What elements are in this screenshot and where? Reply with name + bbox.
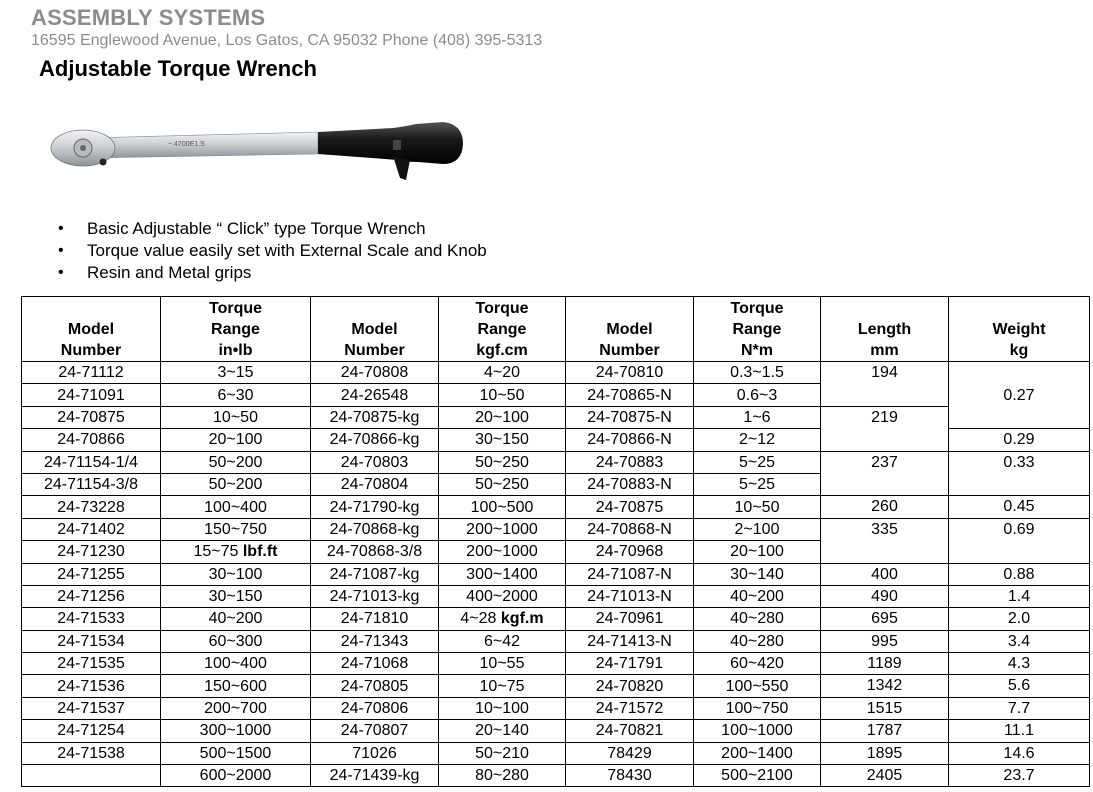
model-number-kgfcm: 24-70805 <box>311 675 439 697</box>
model-number-inlb: 24-71255 <box>22 563 161 585</box>
model-number-kgfcm: 24-70866-kg <box>311 429 439 451</box>
model-number-inlb: 24-71254 <box>22 720 161 742</box>
torque-range-inlb: 150~750 <box>161 518 311 540</box>
header-torque-range-inlb: Torque Range in•lb <box>161 297 311 362</box>
model-number-kgfcm: 24-71810 <box>311 608 439 630</box>
torque-range-kgfcm: 100~500 <box>439 496 566 518</box>
weight-cell: 1.4 <box>949 585 1090 607</box>
torque-wrench-photo <box>48 116 468 196</box>
torque-range-inlb: 50~200 <box>161 451 311 473</box>
model-number-nm: 24-71087-N <box>566 563 694 585</box>
table-header-row <box>22 297 1090 362</box>
table-row <box>22 675 1090 697</box>
torque-range-kgfcm: 4~28 kgf.m <box>439 608 566 630</box>
torque-range-inlb: 600~2000 <box>161 765 311 787</box>
model-number-kgfcm: 24-71068 <box>311 653 439 675</box>
model-number-kgfcm: 24-71790-kg <box>311 496 439 518</box>
length-cell: 219 <box>821 406 949 451</box>
torque-range-nm: 20~100 <box>694 541 821 563</box>
model-number-nm: 24-70866-N <box>566 429 694 451</box>
model-number-kgfcm: 24-70806 <box>311 697 439 719</box>
model-number-nm: 24-71413-N <box>566 630 694 652</box>
unit-label: kgf.m <box>500 610 544 628</box>
weight-cell: 7.7 <box>949 697 1090 719</box>
model-number-kgfcm: 71026 <box>311 742 439 764</box>
torque-range-nm: 60~420 <box>694 653 821 675</box>
torque-range-nm: 100~1000 <box>694 720 821 742</box>
weight-cell: 23.7 <box>949 765 1090 787</box>
specs-table <box>21 296 1090 787</box>
weight-cell: 0.27 <box>949 362 1090 429</box>
model-number-inlb: 24-71402 <box>22 518 161 540</box>
table-row <box>22 742 1090 764</box>
torque-range-kgfcm: 20~140 <box>439 720 566 742</box>
page-title: Adjustable Torque Wrench <box>39 56 317 81</box>
torque-range-kgfcm: 10~55 <box>439 653 566 675</box>
model-number-inlb: 24-71230 <box>22 541 161 563</box>
torque-range-nm: 100~750 <box>694 697 821 719</box>
model-number-nm: 24-70865-N <box>566 384 694 406</box>
model-number-kgfcm: 24-71343 <box>311 630 439 652</box>
torque-range-inlb: 20~100 <box>161 429 311 451</box>
weight-cell: 0.33 <box>949 451 1090 496</box>
table-row <box>22 563 1090 585</box>
model-number-nm: 24-71013-N <box>566 585 694 607</box>
unit-label: lbf.ft <box>242 543 278 561</box>
length-cell: 1189 <box>821 653 949 675</box>
length-cell: 1895 <box>821 742 949 764</box>
weight-cell: 3.4 <box>949 630 1090 652</box>
torque-range-nm: 2~100 <box>694 518 821 540</box>
torque-range-nm: 5~25 <box>694 451 821 473</box>
torque-range-kgfcm: 80~280 <box>439 765 566 787</box>
table-row <box>22 406 1090 428</box>
model-number-nm: 24-70820 <box>566 675 694 697</box>
table-row <box>22 585 1090 607</box>
torque-range-inlb: 500~1500 <box>161 742 311 764</box>
torque-range-kgfcm: 400~2000 <box>439 585 566 607</box>
length-cell: 995 <box>821 630 949 652</box>
torque-range-kgfcm: 50~250 <box>439 473 566 495</box>
torque-range-nm: 40~280 <box>694 608 821 630</box>
model-number-kgfcm: 24-70868-kg <box>311 518 439 540</box>
weight-cell: 0.45 <box>949 496 1090 518</box>
torque-range-nm: 100~550 <box>694 675 821 697</box>
feature-item: • Basic Adjustable “ Click” type Torque Wrench <box>58 218 487 240</box>
torque-range-inlb: 50~200 <box>161 473 311 495</box>
torque-range-nm: 5~25 <box>694 473 821 495</box>
model-number-kgfcm: 24-71439-kg <box>311 765 439 787</box>
table-row <box>22 496 1090 518</box>
torque-range-kgfcm: 50~210 <box>439 742 566 764</box>
model-number-inlb: 24-71091 <box>22 384 161 406</box>
company-address: 16595 Englewood Avenue, Los Gatos, CA 95032 Phone (408) 395-5313 <box>31 32 543 49</box>
table-row <box>22 518 1090 540</box>
header-model-number: Model Number <box>566 297 694 362</box>
torque-range-nm: 0.6~3 <box>694 384 821 406</box>
header-length: Length mm <box>821 297 949 362</box>
torque-range-kgfcm: 50~250 <box>439 451 566 473</box>
torque-range-inlb: 30~150 <box>161 585 311 607</box>
torque-range-kgfcm: 10~75 <box>439 675 566 697</box>
model-number-nm: 24-70868-N <box>566 518 694 540</box>
model-number-inlb: 24-71154-1/4 <box>22 451 161 473</box>
weight-cell: 0.88 <box>949 563 1090 585</box>
model-number-inlb: 24-71256 <box>22 585 161 607</box>
model-number-inlb: 24-71533 <box>22 608 161 630</box>
model-number-nm: 24-70875-N <box>566 406 694 428</box>
torque-range-kgfcm: 10~50 <box>439 384 566 406</box>
model-number-kgfcm: 24-70808 <box>311 362 439 384</box>
torque-range-kgfcm: 200~1000 <box>439 541 566 563</box>
model-number-inlb: 24-73228 <box>22 496 161 518</box>
model-number-kgfcm: 24-70804 <box>311 473 439 495</box>
torque-range-kgfcm: 30~150 <box>439 429 566 451</box>
model-number-nm: 78429 <box>566 742 694 764</box>
feature-list <box>58 218 487 284</box>
model-number-nm: 24-70810 <box>566 362 694 384</box>
torque-range-kgfcm: 300~1400 <box>439 563 566 585</box>
model-number-inlb: 24-71536 <box>22 675 161 697</box>
length-cell: 490 <box>821 585 949 607</box>
model-number-kgfcm: 24-71013-kg <box>311 585 439 607</box>
torque-range-inlb: 200~700 <box>161 697 311 719</box>
torque-range-kgfcm: 200~1000 <box>439 518 566 540</box>
length-cell: 695 <box>821 608 949 630</box>
torque-range-inlb: 150~600 <box>161 675 311 697</box>
weight-cell: 0.29 <box>949 429 1090 451</box>
table-row <box>22 608 1090 630</box>
model-number-kgfcm: 24-70868-3/8 <box>311 541 439 563</box>
weight-cell: 11.1 <box>949 720 1090 742</box>
length-cell: 1787 <box>821 720 949 742</box>
torque-range-inlb: 6~30 <box>161 384 311 406</box>
model-number-inlb <box>22 765 161 787</box>
torque-range-inlb: 10~50 <box>161 406 311 428</box>
torque-range-inlb: 15~75 lbf.ft <box>161 541 311 563</box>
model-number-kgfcm: 24-70803 <box>311 451 439 473</box>
model-number-kgfcm: 24-70807 <box>311 720 439 742</box>
length-cell: 1515 <box>821 697 949 719</box>
torque-range-nm: 40~280 <box>694 630 821 652</box>
torque-range-nm: 1~6 <box>694 406 821 428</box>
model-number-inlb: 24-71535 <box>22 653 161 675</box>
torque-range-inlb: 3~15 <box>161 362 311 384</box>
torque-range-nm: 10~50 <box>694 496 821 518</box>
length-cell: 260 <box>821 496 949 518</box>
length-cell: 194 <box>821 362 949 407</box>
length-cell: 2405 <box>821 765 949 787</box>
torque-range-kgfcm: 10~100 <box>439 697 566 719</box>
length-cell: 400 <box>821 563 949 585</box>
model-number-inlb: 24-71537 <box>22 697 161 719</box>
model-number-inlb: 24-71154-3/8 <box>22 473 161 495</box>
torque-range-inlb: 60~300 <box>161 630 311 652</box>
torque-range-inlb: 30~100 <box>161 563 311 585</box>
torque-range-nm: 0.3~1.5 <box>694 362 821 384</box>
model-number-kgfcm: 24-71087-kg <box>311 563 439 585</box>
model-number-nm: 24-70875 <box>566 496 694 518</box>
torque-range-kgfcm: 6~42 <box>439 630 566 652</box>
torque-range-inlb: 100~400 <box>161 653 311 675</box>
torque-range-nm: 30~140 <box>694 563 821 585</box>
table-row <box>22 630 1090 652</box>
torque-range-nm: 500~2100 <box>694 765 821 787</box>
table-row <box>22 653 1090 675</box>
torque-range-nm: 2~12 <box>694 429 821 451</box>
model-number-nm: 24-71791 <box>566 653 694 675</box>
torque-range-kgfcm: 20~100 <box>439 406 566 428</box>
table-row <box>22 697 1090 719</box>
weight-cell: 5.6 <box>949 675 1090 697</box>
torque-range-nm: 200~1400 <box>694 742 821 764</box>
weight-cell: 14.6 <box>949 742 1090 764</box>
model-number-inlb: 24-70875 <box>22 406 161 428</box>
length-cell: 237 <box>821 451 949 496</box>
weight-cell: 4.3 <box>949 653 1090 675</box>
torque-range-nm: 40~200 <box>694 585 821 607</box>
model-number-nm: 24-70821 <box>566 720 694 742</box>
torque-range-inlb: 300~1000 <box>161 720 311 742</box>
weight-cell: 0.69 <box>949 518 1090 563</box>
table-row <box>22 720 1090 742</box>
length-cell: 1342 <box>821 675 949 697</box>
feature-item: • Resin and Metal grips <box>58 262 487 284</box>
header-torque-range-nm: Torque Range N*m <box>694 297 821 362</box>
torque-range-kgfcm: 4~20 <box>439 362 566 384</box>
svg-text:~ 4700Е1.S: ~ 4700Е1.S <box>168 141 205 148</box>
model-number-nm: 24-70961 <box>566 608 694 630</box>
model-number-kgfcm: 24-70875-kg <box>311 406 439 428</box>
torque-range-inlb: 100~400 <box>161 496 311 518</box>
model-number-nm: 24-70968 <box>566 541 694 563</box>
header-model-number: Model Number <box>22 297 161 362</box>
weight-cell: 2.0 <box>949 608 1090 630</box>
header-torque-range-kgfcm: Torque Range kgf.cm <box>439 297 566 362</box>
model-number-kgfcm: 24-26548 <box>311 384 439 406</box>
model-number-nm: 78430 <box>566 765 694 787</box>
table-row <box>22 765 1090 787</box>
company-name: ASSEMBLY SYSTEMS <box>31 5 266 30</box>
table-row <box>22 451 1090 473</box>
model-number-inlb: 24-71112 <box>22 362 161 384</box>
header-weight: Weight kg <box>949 297 1090 362</box>
torque-range-inlb: 40~200 <box>161 608 311 630</box>
model-number-inlb: 24-71534 <box>22 630 161 652</box>
model-number-nm: 24-70883-N <box>566 473 694 495</box>
model-number-inlb: 24-71538 <box>22 742 161 764</box>
feature-item: • Torque value easily set with External Scale and Knob <box>58 240 487 262</box>
model-number-inlb: 24-70866 <box>22 429 161 451</box>
model-number-nm: 24-71572 <box>566 697 694 719</box>
model-number-nm: 24-70883 <box>566 451 694 473</box>
table-row <box>22 362 1090 384</box>
length-cell: 335 <box>821 518 949 563</box>
header-model-number: Model Number <box>311 297 439 362</box>
